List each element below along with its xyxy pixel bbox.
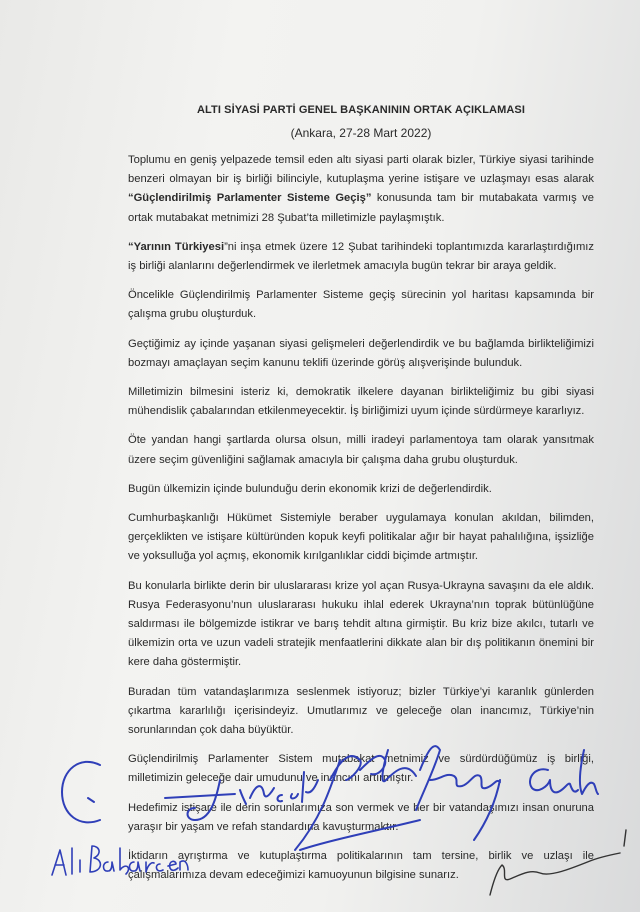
paragraph: Öncelikle Güçlendirilmiş Parlamenter Sisteme geçiş sürecinin yol haritası kapsamında bir çalışma grubu oluşturduk. <box>128 289 594 321</box>
paragraph: Milletimizin bilmesini isteriz ki, demokratik ilkelere dayanan birlikteliğimiz bu gibi siyasi mühendislik çabalarından etkilenmeyecektir. İş birliğimizi uyum içinde sürdürmeye kararlıyız. <box>128 386 594 418</box>
signature-3 <box>295 750 420 850</box>
document-title: ALTI SİYASİ PARTİ GENEL BAŞKANININ ORTAK AÇIKLAMASI <box>197 104 525 116</box>
paragraph: “Yarının Türkiyesi”ni inşa etmek üzere 12 Şubat tarihindeki toplantımızda kararlaştırdığımız iş birliği alanlarını değerlendirmek ve ilerletmek amacıyla bugün tekrar bir araya geldik. <box>128 240 594 273</box>
signature-2 <box>165 772 304 820</box>
signature-4 <box>416 746 500 840</box>
paragraph: Hedefimiz istişare ile derin sorunlarımıza son vermek ve her bir vatandaşımızı insan onuruna yaraşır bir yaşam ve refah standardına kavuşturmaktır. <box>128 801 594 833</box>
paragraph: İktidarın ayrıştırma ve kutuplaştırma politikalarının tam tersine, birlik ve uzlaşı ile çalışmalarımıza devam edeceğimizi kamuoyunun bilgisine sunarız. <box>128 850 594 882</box>
paragraph: Güçlendirilmiş Parlamenter Sistem mutabakat metnimiz ve sürdürdüğümüz iş birliği, milletimizin geleceğe dair umudunu ve inancını artırmıştır. <box>128 753 594 785</box>
signature-1-name <box>52 846 188 875</box>
signatures <box>0 720 640 912</box>
paragraph: Cumhurbaşkanlığı Hükümet Sistemiyle beraber uygulamaya konulan akıldan, bilimden, gerçeklikten ve istişare kültüründen kopuk keyfi politikalar ağır bir hayat pahalılığına, işsizliğe ve yoksulluğa yol açmış, ekonomik kırılganlıklar ciddi biçimde artmıştır. <box>128 512 594 563</box>
paragraph: Toplumu en geniş yelpazede temsil eden altı siyasi parti olarak bizler, Türkiye siyasi tarihinde benzeri olmayan bir iş birliği bilinciyle, kutuplaşma yerine istişare ve uzlaşmayı esas alarak “Güçlendirilmiş Parlamenter Sisteme Geçiş” konusunda tam bir mutabakata varmış ve ortak mutabakat metnimizi 28 Şubat’ta milletimizle paylaşmıştık. <box>128 154 594 224</box>
paragraph: Bu konularla birlikte derin bir uluslararası krize yol açan Rusya-Ukrayna savaşını da ele aldık. Rusya Federasyonu’nun uluslararası hukuku ihlal ederek Ukrayna’nın toprak bütünlüğüne saldırması ile bölgemizde istikrar ve barış tehdit altına girmiştir. Bu kriz bize akılcı, tutarlı ve ülkemizin orta ve uzun vadeli stratejik menfaatlerini dikkate alan bir dış politikanın önemini bir kere daha göstermiştir. <box>128 579 594 669</box>
paragraph: Öte yandan hangi şartlarda olursa olsun, milli iradeyi parlamentoya tam olarak yansıtmak üzere seçim güvenliğini sağlamak amacıyla bir çalışma daha grubu oluşturduk. <box>128 434 594 466</box>
paragraph: Buradan tüm vatandaşlarımıza seslenmek istiyoruz; bizler Türkiye’yi karanlık günlerden çıkartma kararlılığı içerisindeyiz. Umutlarımız ve geleceğe olan inancımız, Türkiye’nin sorunlarından çok daha büyüktür. <box>128 685 594 737</box>
signature-5 <box>530 750 598 794</box>
signature-6 <box>490 830 626 895</box>
paragraph: Geçtiğimiz ay içinde yaşanan siyasi gelişmeleri değerlendirdik ve bu bağlamda birlikteliğimizi bozmayı amaçlayan seçim kanunu teklifi üzerinde görüş alışverişinde bulunduk. <box>128 337 594 369</box>
paragraph: Bugün ülkemizin içinde bulunduğu derin ekonomik krizi de değerlendirdik. <box>128 482 492 495</box>
signature-1 <box>62 762 100 823</box>
document-date: (Ankara, 27-28 Mart 2022) <box>290 126 432 140</box>
